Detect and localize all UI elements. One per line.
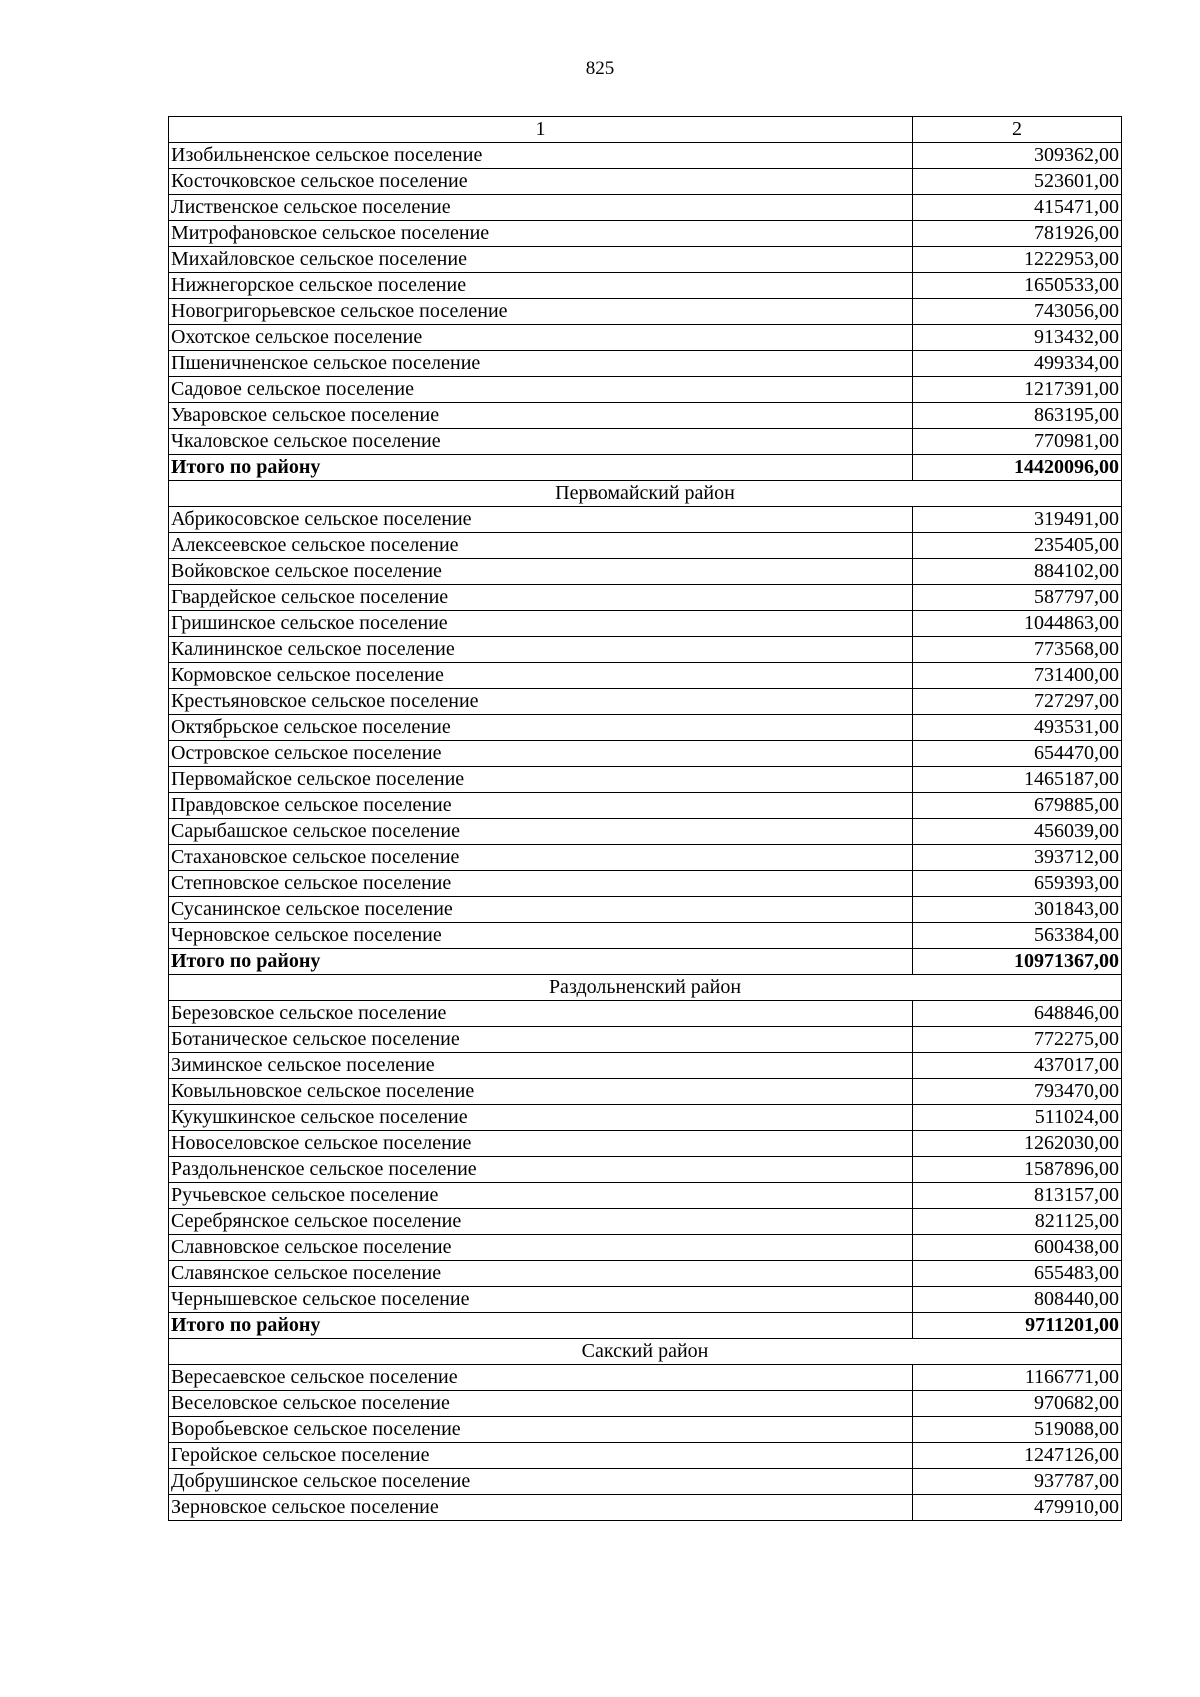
settlement-name: Гвардейское сельское поселение: [169, 585, 913, 611]
district-header-row: [169, 481, 1122, 507]
table-body: [169, 117, 1122, 1521]
settlement-name: Новогригорьевское сельское поселение: [169, 299, 913, 325]
table-row: [169, 1365, 1122, 1391]
table-header-row: [169, 117, 1122, 143]
settlement-amount: 1217391,00: [913, 377, 1122, 403]
settlement-name: Славянское сельское поселение: [169, 1261, 913, 1287]
settlement-name: Серебрянское сельское поселение: [169, 1209, 913, 1235]
settlement-amount: 772275,00: [913, 1027, 1122, 1053]
table-row: [169, 299, 1122, 325]
settlement-amount: 415471,00: [913, 195, 1122, 221]
settlement-name: Сусанинское сельское поселение: [169, 897, 913, 923]
table-row: [169, 1417, 1122, 1443]
table-row: [169, 559, 1122, 585]
settlement-amount: 648846,00: [913, 1001, 1122, 1027]
settlement-amount: 821125,00: [913, 1209, 1122, 1235]
table-row: [169, 1443, 1122, 1469]
table-row: [169, 1105, 1122, 1131]
settlement-name: Кукушкинское сельское поселение: [169, 1105, 913, 1131]
district-header-row: [169, 975, 1122, 1001]
settlement-name: Березовское сельское поселение: [169, 1001, 913, 1027]
table-row: [169, 767, 1122, 793]
settlement-name: Кормовское сельское поселение: [169, 663, 913, 689]
settlement-amount: 1262030,00: [913, 1131, 1122, 1157]
column-header-1: 1: [169, 117, 913, 143]
settlement-amount: 319491,00: [913, 507, 1122, 533]
district-header-row: [169, 1339, 1122, 1365]
settlement-amount: 813157,00: [913, 1183, 1122, 1209]
settlement-name: Правдовское сельское поселение: [169, 793, 913, 819]
settlement-name: Лиственское сельское поселение: [169, 195, 913, 221]
settlement-name: Добрушинское сельское поселение: [169, 1469, 913, 1495]
table-row: [169, 507, 1122, 533]
table-row: [169, 429, 1122, 455]
table-row: [169, 793, 1122, 819]
table-row: [169, 689, 1122, 715]
settlement-name: Ручьевское сельское поселение: [169, 1183, 913, 1209]
district-total-label: Итого по району: [169, 949, 913, 975]
table-row: [169, 533, 1122, 559]
table-row: [169, 273, 1122, 299]
settlement-name: Зерновское сельское поселение: [169, 1495, 913, 1521]
settlement-amount: 727297,00: [913, 689, 1122, 715]
settlement-name: Раздольненское сельское поселение: [169, 1157, 913, 1183]
settlement-amount: 884102,00: [913, 559, 1122, 585]
table-row: [169, 1391, 1122, 1417]
settlement-amount: 456039,00: [913, 819, 1122, 845]
settlement-name: Чернышевское сельское поселение: [169, 1287, 913, 1313]
settlement-name: Островское сельское поселение: [169, 741, 913, 767]
district-total-amount: 9711201,00: [913, 1313, 1122, 1339]
table-row: [169, 845, 1122, 871]
settlement-name: Первомайское сельское поселение: [169, 767, 913, 793]
table-row: [169, 1209, 1122, 1235]
settlement-amount: 600438,00: [913, 1235, 1122, 1261]
settlement-name: Войковское сельское поселение: [169, 559, 913, 585]
table-row: [169, 1469, 1122, 1495]
settlement-amount: 781926,00: [913, 221, 1122, 247]
table-row: [169, 221, 1122, 247]
district-total-row: [169, 1313, 1122, 1339]
settlement-name: Воробьевское сельское поселение: [169, 1417, 913, 1443]
settlement-amount: 309362,00: [913, 143, 1122, 169]
settlement-amount: 1587896,00: [913, 1157, 1122, 1183]
table-row: [169, 325, 1122, 351]
settlement-amount: 499334,00: [913, 351, 1122, 377]
settlement-amount: 863195,00: [913, 403, 1122, 429]
settlement-name: Садовое сельское поселение: [169, 377, 913, 403]
settlement-amount: 1222953,00: [913, 247, 1122, 273]
settlement-name: Новоселовское сельское поселение: [169, 1131, 913, 1157]
settlement-amount: 511024,00: [913, 1105, 1122, 1131]
table-row: [169, 143, 1122, 169]
table-row: [169, 1157, 1122, 1183]
settlement-name: Охотское сельское поселение: [169, 325, 913, 351]
budget-table: [168, 116, 1122, 1521]
settlement-name: Геройское сельское поселение: [169, 1443, 913, 1469]
settlement-amount: 587797,00: [913, 585, 1122, 611]
district-total-amount: 10971367,00: [913, 949, 1122, 975]
table-row: [169, 1235, 1122, 1261]
table-row: [169, 351, 1122, 377]
district-total-row: [169, 949, 1122, 975]
settlement-amount: 937787,00: [913, 1469, 1122, 1495]
district-total-row: [169, 455, 1122, 481]
settlement-name: Ковыльновское сельское поселение: [169, 1079, 913, 1105]
table-row: [169, 1079, 1122, 1105]
table-row: [169, 1001, 1122, 1027]
settlement-name: Черновское сельское поселение: [169, 923, 913, 949]
settlement-amount: 970682,00: [913, 1391, 1122, 1417]
settlement-amount: 393712,00: [913, 845, 1122, 871]
settlement-name: Зиминское сельское поселение: [169, 1053, 913, 1079]
settlement-name: Гришинское сельское поселение: [169, 611, 913, 637]
table-row: [169, 585, 1122, 611]
district-name: Сакский район: [169, 1339, 1122, 1365]
column-header-2: 2: [913, 117, 1122, 143]
table-row: [169, 377, 1122, 403]
district-total-label: Итого по району: [169, 455, 913, 481]
settlement-name: Михайловское сельское поселение: [169, 247, 913, 273]
settlement-amount: 519088,00: [913, 1417, 1122, 1443]
settlement-amount: 301843,00: [913, 897, 1122, 923]
table-row: [169, 871, 1122, 897]
table-row: [169, 1131, 1122, 1157]
table-row: [169, 195, 1122, 221]
settlement-name: Сарыбашское сельское поселение: [169, 819, 913, 845]
table-row: [169, 663, 1122, 689]
settlement-amount: 773568,00: [913, 637, 1122, 663]
settlement-amount: 437017,00: [913, 1053, 1122, 1079]
settlement-name: Косточковское сельское поселение: [169, 169, 913, 195]
settlement-amount: 654470,00: [913, 741, 1122, 767]
table-row: [169, 403, 1122, 429]
settlement-amount: 1044863,00: [913, 611, 1122, 637]
settlement-name: Митрофановское сельское поселение: [169, 221, 913, 247]
settlement-name: Алексеевское сельское поселение: [169, 533, 913, 559]
settlement-amount: 655483,00: [913, 1261, 1122, 1287]
table-row: [169, 741, 1122, 767]
settlement-name: Изобильненское сельское поселение: [169, 143, 913, 169]
page-number: 825: [585, 58, 615, 79]
table-row: [169, 611, 1122, 637]
table-row: [169, 1183, 1122, 1209]
table-row: [169, 819, 1122, 845]
settlement-amount: 793470,00: [913, 1079, 1122, 1105]
table-row: [169, 1495, 1122, 1521]
district-name: Раздольненский район: [169, 975, 1122, 1001]
settlement-amount: 1166771,00: [913, 1365, 1122, 1391]
table-row: [169, 247, 1122, 273]
settlement-name: Славновское сельское поселение: [169, 1235, 913, 1261]
table-row: [169, 923, 1122, 949]
table-row: [169, 897, 1122, 923]
settlement-name: Вересаевское сельское поселение: [169, 1365, 913, 1391]
settlement-amount: 1465187,00: [913, 767, 1122, 793]
settlement-amount: 235405,00: [913, 533, 1122, 559]
settlement-name: Нижнегорское сельское поселение: [169, 273, 913, 299]
table-row: [169, 1053, 1122, 1079]
settlement-amount: 659393,00: [913, 871, 1122, 897]
settlement-name: Чкаловское сельское поселение: [169, 429, 913, 455]
settlement-amount: 1650533,00: [913, 273, 1122, 299]
settlement-name: Степновское сельское поселение: [169, 871, 913, 897]
settlement-amount: 523601,00: [913, 169, 1122, 195]
settlement-name: Веселовское сельское поселение: [169, 1391, 913, 1417]
table-row: [169, 1027, 1122, 1053]
settlement-amount: 731400,00: [913, 663, 1122, 689]
district-total-amount: 14420096,00: [913, 455, 1122, 481]
table-row: [169, 715, 1122, 741]
table-row: [169, 1287, 1122, 1313]
settlement-amount: 743056,00: [913, 299, 1122, 325]
settlement-amount: 808440,00: [913, 1287, 1122, 1313]
settlement-name: Уваровское сельское поселение: [169, 403, 913, 429]
settlement-amount: 770981,00: [913, 429, 1122, 455]
settlement-name: Калининское сельское поселение: [169, 637, 913, 663]
settlement-name: Октябрьское сельское поселение: [169, 715, 913, 741]
settlement-name: Ботаническое сельское поселение: [169, 1027, 913, 1053]
district-name: Первомайский район: [169, 481, 1122, 507]
settlement-amount: 1247126,00: [913, 1443, 1122, 1469]
settlement-amount: 493531,00: [913, 715, 1122, 741]
table-row: [169, 169, 1122, 195]
settlement-amount: 563384,00: [913, 923, 1122, 949]
settlement-name: Абрикосовское сельское поселение: [169, 507, 913, 533]
settlement-amount: 913432,00: [913, 325, 1122, 351]
settlement-amount: 479910,00: [913, 1495, 1122, 1521]
district-total-label: Итого по району: [169, 1313, 913, 1339]
table-row: [169, 1261, 1122, 1287]
settlement-amount: 679885,00: [913, 793, 1122, 819]
settlement-name: Пшеничненское сельское поселение: [169, 351, 913, 377]
settlement-name: Крестьяновское сельское поселение: [169, 689, 913, 715]
settlement-name: Стахановское сельское поселение: [169, 845, 913, 871]
table-row: [169, 637, 1122, 663]
